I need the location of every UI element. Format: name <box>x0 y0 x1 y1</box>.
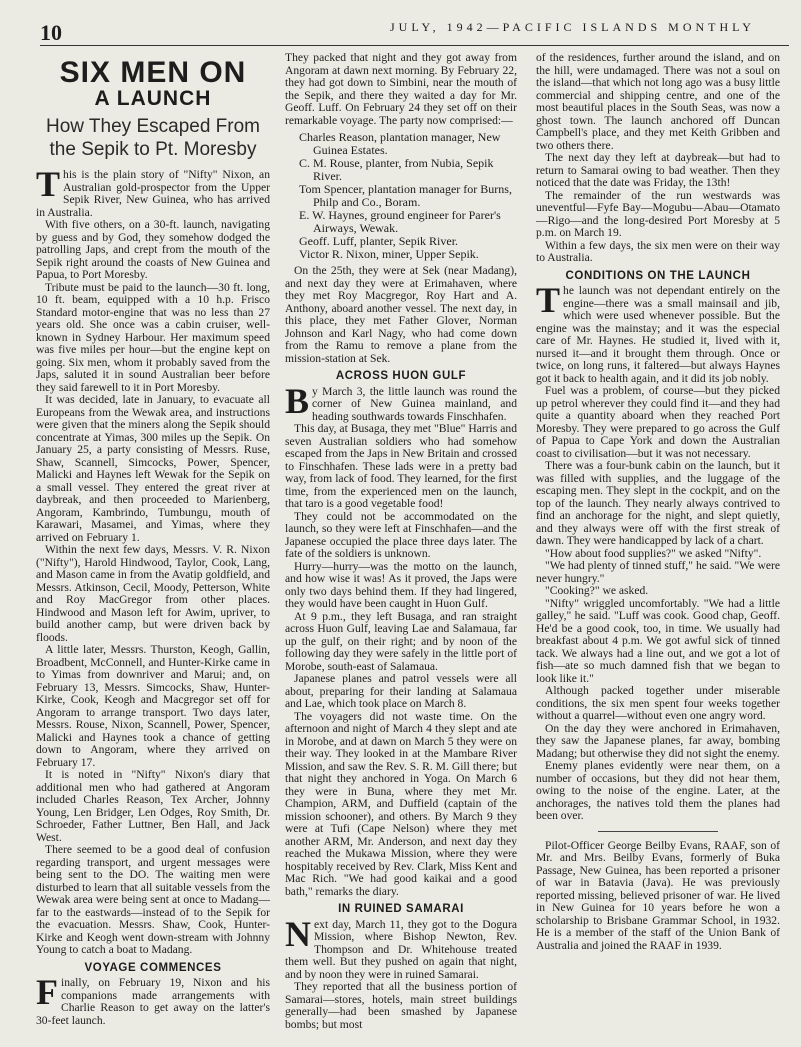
paragraph: By March 3, the little launch was round the corner of New Guinea mainland, and heading southwards towards Finschhafen. <box>285 380 517 423</box>
paragraph: On the 25th, they were at Sek (near Madang), and next day they were at Erimahaven, where they met Roy Macgregor, Roy Hart and A. Anthony, aboard another vessel. The next day, in this place, they met Father Glover, Norman Johnson and Karl Nagy, who had come down from the Ramu to remove a plane from the mission-station at Sek. <box>285 264 517 365</box>
list-item: Victor R. Nixon, miner, Upper Sepik. <box>299 247 479 261</box>
paragraph: Enemy planes evidently were near them, on a number of occasions, but they did not hear them, owing to the noise of the engine. Later, at the anchorages, the natives told them the planes had been over. <box>536 759 780 822</box>
paragraph: "Cooking?" we asked. <box>545 584 649 597</box>
paragraph: On the day they were anchored in Erimahaven, they saw the Japanese planes, far away, bombing Madang; but otherwise they did not sight the enemy. <box>536 721 780 760</box>
paragraph: It is noted in "Nifty" Nixon's diary that additional men who had gathered at Angoram included Charles Reason, Tex Archer, Johnny Young, Len Bridger, Len Odges, Roy Smith, Dr. Schroeder, Father Luttner, Ben Hall, and Jack West. <box>36 768 270 844</box>
crew-list <box>299 131 517 261</box>
section-heading-conditions: CONDITIONS ON THE LAUNCH <box>565 269 751 282</box>
running-header: JULY, 1942—PACIFIC ISLANDS MONTHLY <box>390 20 755 34</box>
paragraph: The next day they left at daybreak—but had to return to Samarai owing to bad weather. Then they noticed that the date was Friday, the 13th! <box>536 151 780 189</box>
paragraph: There was a four-bunk cabin on the launch, but it was filled with supplies, and the luggage of the escaping men. They slept in the cockpit, and on the top of the launch. They nearly always contrived to find an anchorage for the night, and slept quietly, and they always were off with the first streak of dawn. They were handicapped by lack of a chart. <box>536 459 780 547</box>
column-3 <box>536 52 780 1047</box>
paragraph: It was decided, late in January, to evacuate all Europeans from the Wewak area, and instructions were given that the miners along the Sepik should concentrate at Yimas, 300 miles up the Sepik. On January 25, a party consisting of Messrs. Ruse, Shaw, Scannell, Simcocks, Power, Spencer, Malicki and Haynes left Wewak for the Sepik on a small vessel. They entered the great river at daybreak, and then proceeded to Marienberg, Angoram, Kambrindo, Tumbungu, mouth of Karawari, Masamei, and Yimas, where they arrived on February 1. <box>36 393 270 544</box>
paragraph: Although packed together under miserable conditions, the six men spent four weeks together without a quarrel—without even one angry word. <box>536 684 780 722</box>
paragraph: The voyagers did not waste time. On the afternoon and night of March 4 they slept and ate in Morobe, and at dawn on March 5 they were on their way. They looked in at the Mambare River Mission, and saw the Rev. S. R. M. Gill there; but that night they anchored in Yoga. On March 6 they were in Buna, where they met Mr. Champion, ARM, and Duffield (captain of the mission schooner), and others. By March 9 they were at Tufi (Cape Nelson) where they met another ARM, Mr. Anderson, and next day they reached the Mukawa Mission, where they were hospitably received by Rev. Clark, Miss Kent and Mac Rich. "We had good kaikai and a good bath," remarks the diary. <box>285 709 517 898</box>
paragraph: This is the plain story of "Nifty" Nixon, an Australian gold-prospector from the Upper Sepik River, New Guinea, who has arrived in Australia. <box>36 164 270 219</box>
list-item: E. W. Haynes, ground engineer for Parer's Airways, Wewak. <box>299 208 501 235</box>
paragraph: Japanese planes and patrol vessels were all about, preparing for their landing at Salamaua and Lae, which took place on March 8. <box>285 672 517 710</box>
list-item: C. M. Rouse, planter, from Nubia, Sepik River. <box>299 156 494 183</box>
paragraph: They could not be accommodated on the launch, so they were left at Finschhafen—and the Japanese occupied the place three days later. The fate of the soldiers is unknown. <box>285 509 517 560</box>
section-heading-huon: ACROSS HUON GULF <box>335 370 467 382</box>
paragraph: With five others, on a 30-ft. launch, navigating by guess and by God, they somehow dodged the patrolling Japs, and crept from the mouth of the Sepik right around the coasts of New Guinea and Papua, to Port Moresby. <box>36 218 270 281</box>
section-heading-voyage: VOYAGE COMMENCES <box>84 961 222 974</box>
paragraph: Fuel was a problem, of course—but they picked up petrol wherever they could find it—and they had quite a quantity aboard when they reached Port Moresby. They were prepared to go across the Gulf of Papua to Cape York and down the Australian coast to civilisation—but it was not necessary. <box>536 384 780 460</box>
headline-line-1: SIX MEN ON <box>59 56 247 89</box>
paragraph: Finally, on February 19, Nixon and his companions made arrangements with Charlie Reason to get away on the latter's 30-feet launch. <box>36 972 270 1027</box>
list-item: Tom Spencer, plantation manager for Burns, Philp and Co., Boram. <box>299 182 512 209</box>
paragraph: There seemed to be a good deal of confusion regarding transport, and urgent messages were being sent to the DO. The waiting men were disturbed to learn that all suitable vessels from the Wewak area were being sent at once to Madang—far to the eastwards—instead of to the Sepik for the evacuation. Messrs. Shaw, Cook, Hunter-Kirke and Keogh went down-stream with Johnny Young to catch a boat to Madang. <box>36 843 270 956</box>
headline-line-2: A LAUNCH <box>94 87 212 110</box>
paragraph: The launch was not dependant entirely on the engine—there was a small mainsail and jib, which were used whenever possible. But the engine was the mainstay; and it was the especial care of Mr. Haynes. He studied it, lived with it, nursed it—and it brought them through. Once or twice, on long runs, it faltered—but always Haynes got it back to health again, and it did its job nobly. <box>536 280 780 385</box>
subheadline: How They Escaped From the Sepik to Pt. Moresby <box>45 116 260 160</box>
paragraph: Within the next few days, Messrs. V. R. Nixon ("Nifty"), Harold Hindwood, Taylor, Cook, Lang, and Mason came in from the Avatip goldfield, and Messrs. Atkinson, Cecil, Moody, Petterson, White and Roy MacGregor from other places. Hindwood and Mason left for Awim, upriver, to build another camp, but were driven back by floods. <box>36 543 270 644</box>
paragraph: "How about food supplies?" we asked "Nifty". <box>545 546 762 560</box>
paragraph: At 9 p.m., they left Busaga, and ran straight across Huon Gulf, leaving Lae and Salamaua, far up the gulf, on their right; and by noon of the following day they were safely in the little port of Morobe, south-east of Salamaua. <box>285 609 517 673</box>
paragraph: Hurry—hurry—was the motto on the launch, and how wise it was! As it proved, the Japs were only two days behind them. If they had lingered, they would have been caught in Huon Gulf. <box>285 559 517 610</box>
separator-rule <box>598 831 718 832</box>
paragraph: of the residences, further around the island, and on the hill, were undamaged. There was not a soul on the island—that which not long ago was a busy little commercial and shipping centre, and one of the most beautiful places in the South Seas, was now a ghost town. The launch anchored off Duncan Campbell's place, and they met Keith Gribben and two others there. <box>536 52 780 152</box>
paragraph: They packed that night and they got away from Angoram at dawn next morning. By February 22, they had got down to Simbini, near the mouth of the Sepik, and there they waited a day for Mr. Geoff. Luff. On February 24 they set off on their remarkable voyage. The party now comprised:— <box>285 52 517 127</box>
paragraph: The remainder of the run westwards was uneventful—Fyfe Bay—Mogubu—Abau—Otamato—Rigo—and the long-desired Port Moresby at 5 p.m. on March 19. <box>536 188 780 239</box>
notice-paragraph: Pilot-Officer George Beilby Evans, RAAF, son of Mr. and Mrs. Beilby Evans, formerly of Buka Passage, New Guinea, has been reported a prisoner of war in Batavia (Java). He was previously reported missing, believed prisoner of war. He lived in New Guinea for 10 years before he won a scholarship to Brisbane Grammar School, in 1932. He is a member of the staff of the Union Bank of Australia and joined the RAAF in 1939. <box>536 838 780 952</box>
section-heading-samarai: IN RUINED SAMARAI <box>338 903 464 915</box>
paragraph: Next day, March 11, they got to the Dogura Mission, where Bishop Newton, Rev. Thompson and Dr. Whitehouse treated them well. But they pushed on again that night, and by noon they were in ruined Samarai. <box>285 913 517 981</box>
paragraph: Tribute must be paid to the launch—30 ft. long, 10 ft. beam, equipped with a 10 h.p. Frisco Standard motor-engine that was no less than 27 years old. She once was a cabin cruiser, well-known in Sydney Harbour. Her maximum speed was five miles per hour—but the engine kept on going. Six men, whom it probably saved from the Japs, saluted it in sound Australian beer before they said farewell to it in Port Moresby. <box>36 280 270 394</box>
list-item: Geoff. Luff, planter, Sepik River. <box>299 234 459 248</box>
list-item: Charles Reason, plantation manager, New Guinea Estates. <box>299 130 501 157</box>
header-rule <box>40 45 789 46</box>
column-1 <box>36 52 270 1047</box>
paragraph: This day, at Busaga, they met "Blue" Harris and seven Australian soldiers who had somehow escaped from the Japs in New Britain and crossed to Finschhafen. These lads were in a pretty bad way, from lack of food. They learned, for the first time, from the experienced men on the launch, that taro is a good vegetable food! <box>285 422 517 510</box>
page-number: 10 <box>40 20 62 45</box>
paragraph: "Nifty" wriggled uncomfortably. "We had a little galley," he said. "Luff was cook. Good chap, Geoff. He'd be a good cook, too, in time. We usually had breakfast about 4 p.m. We got awful sick of tinned tack. We always had a line out, and we got a lot of fish—ate so much damned fish that we began to look like it." <box>536 596 780 685</box>
paragraph: "We had plenty of tinned stuff," he said. "We were never hungry." <box>536 559 780 585</box>
column-2 <box>285 52 517 1047</box>
paragraph: A little later, Messrs. Thurston, Keogh, Gallin, Broadbent, McConnell, and Hunter-Kirke came in to Yimas from downriver and Marui; and, on February 13, Messrs. Simcocks, Shaw, Hunter-Kirke, Cook, Keogh and Macgregor set off for Angoram to arrange transport. Two days later, Messrs. Rouse, Nixon, Scannell, Power, Spencer, Malicki and Haynes took a chance of getting down to Angoram, where they arrived on February 17. <box>36 643 270 769</box>
paragraph: They reported that all the business portion of Samarai—stores, hotels, main street buildings generally—had been smashed by Japanese bombs; but most <box>285 980 517 1031</box>
paragraph: Within a few days, the six men were on their way to Australia. <box>536 238 780 264</box>
